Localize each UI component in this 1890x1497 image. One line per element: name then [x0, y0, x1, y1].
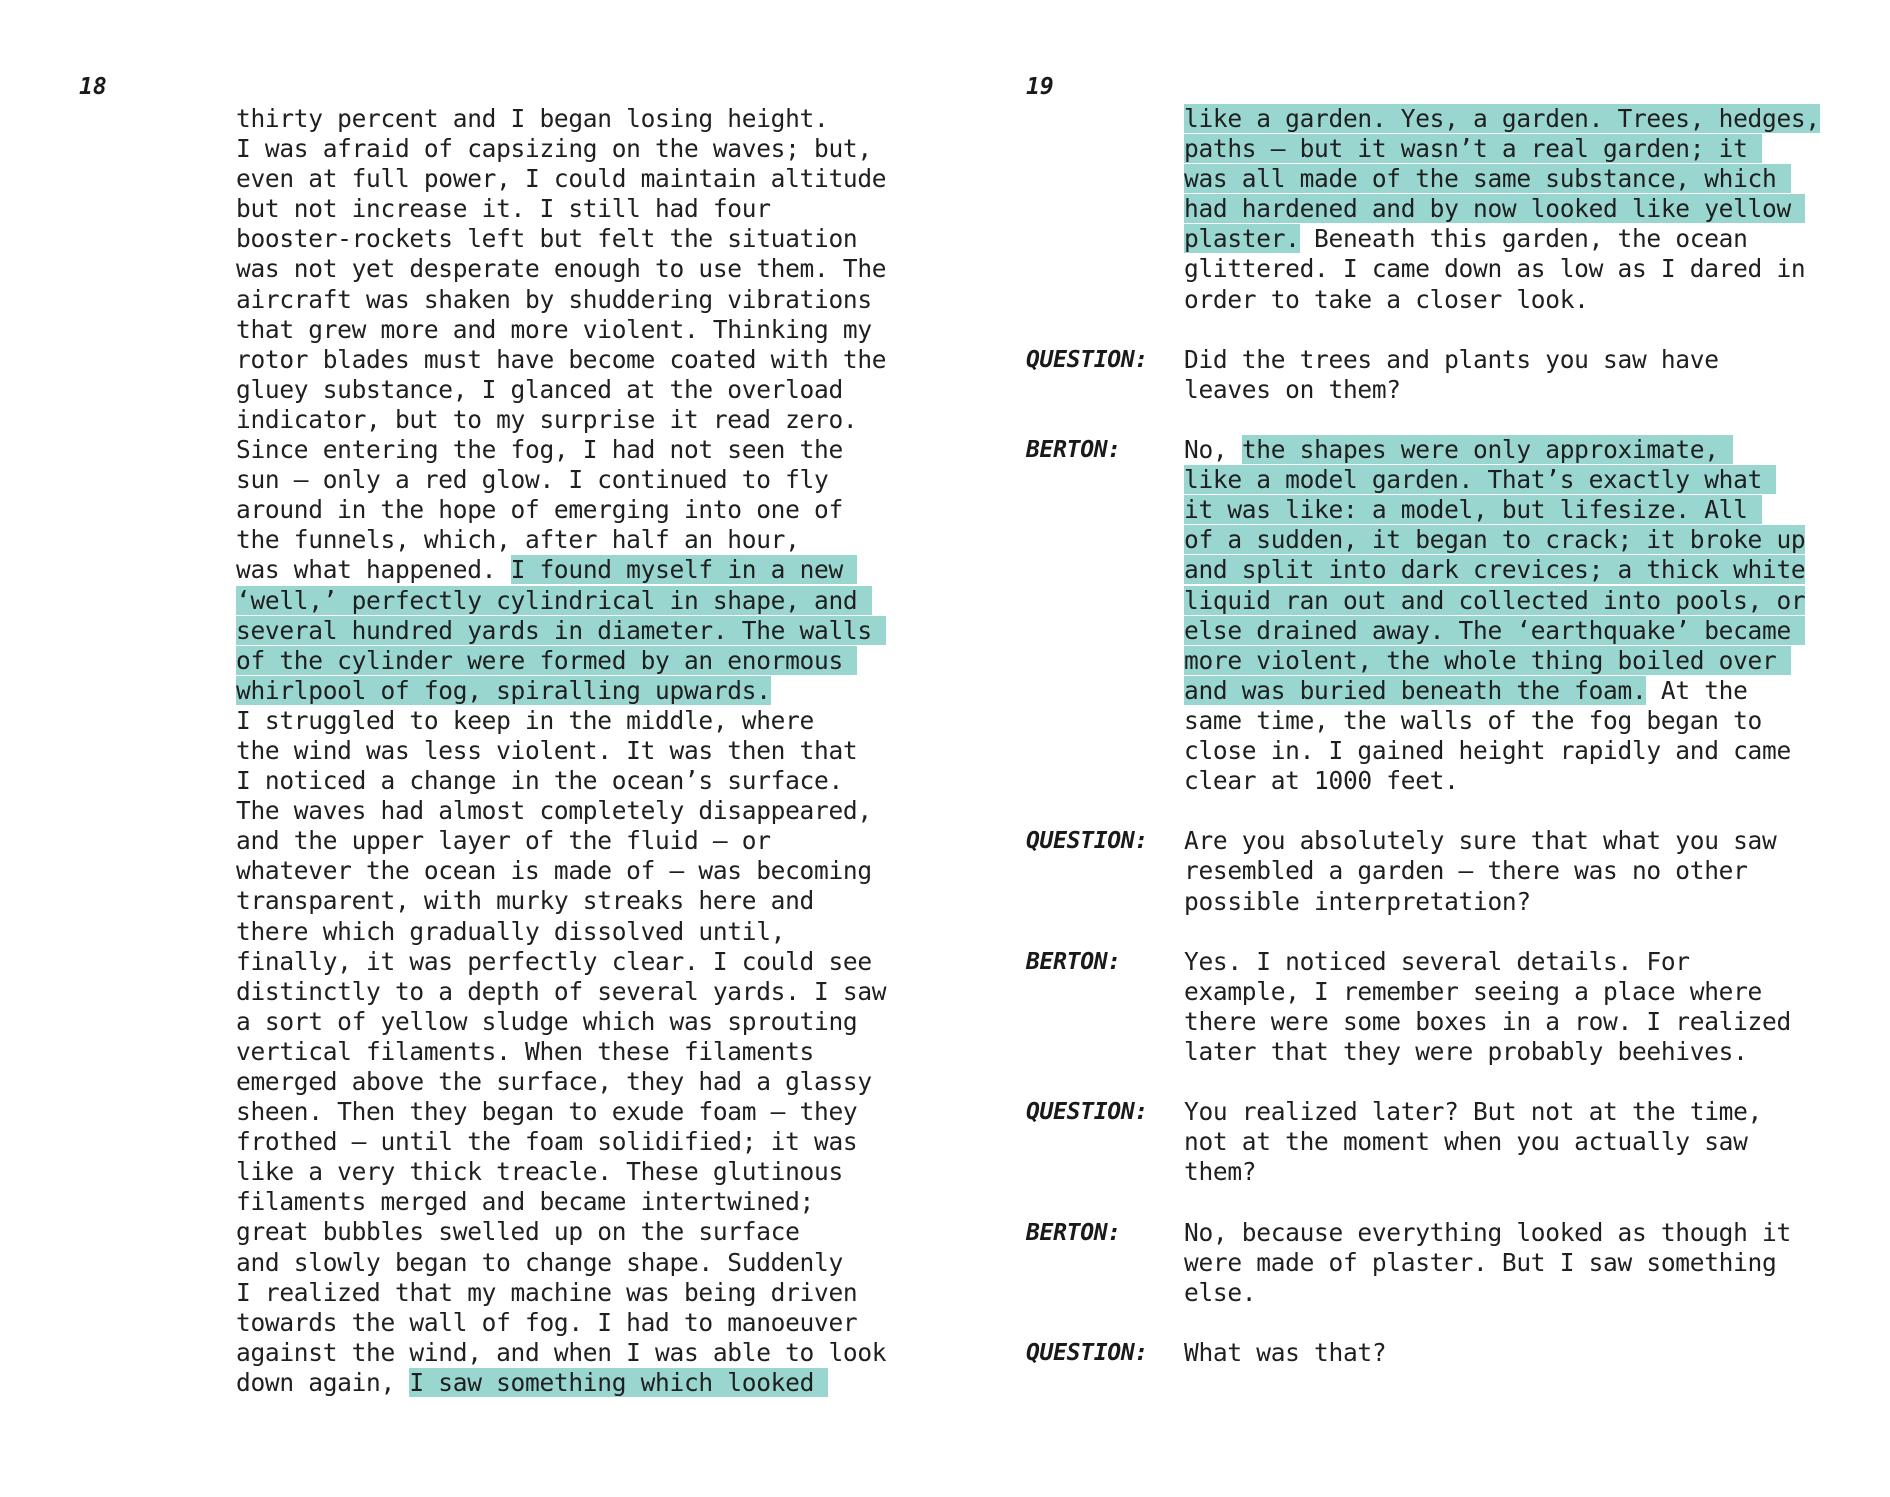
text-line	[1184, 134, 1820, 164]
text-span: indicator, but to my surprise it read zero.	[236, 404, 858, 434]
text-line	[1184, 766, 1805, 796]
text-line	[1184, 1127, 1762, 1157]
text-line	[1184, 887, 1776, 917]
text-line	[236, 586, 886, 616]
text-span: I struggled to keep in the middle, where	[236, 705, 815, 735]
highlighted-text: ‘well,’ perfectly cylindrical in shape, and	[236, 585, 872, 615]
dialogue-text	[1184, 1097, 1762, 1187]
text-span: At the	[1646, 675, 1748, 705]
text-line	[1184, 555, 1805, 585]
text-line	[1184, 345, 1719, 375]
text-line	[236, 1127, 886, 1157]
text-line	[236, 435, 886, 465]
text-span: was not yet desperate enough to use them. The	[236, 254, 887, 284]
highlighted-text: was all made of the same substance, which	[1184, 164, 1791, 194]
highlighted-text: like a model garden. That’s exactly what	[1184, 465, 1777, 495]
text-line	[236, 405, 886, 435]
text-span: were made of plaster. But I saw something	[1184, 1247, 1777, 1277]
text-line	[236, 345, 886, 375]
speaker-label: QUESTION:	[1026, 346, 1148, 373]
highlighted-text: paths — but it wasn’t a real garden; it	[1184, 134, 1763, 164]
text-line	[236, 1157, 886, 1187]
text-line	[1184, 254, 1820, 284]
text-line	[236, 856, 886, 886]
dialogue-text	[1184, 947, 1791, 1067]
text-span: order to take a closer look.	[1184, 284, 1589, 314]
text-line	[236, 1278, 886, 1308]
text-line	[236, 1248, 886, 1278]
dialogue-text	[1184, 1218, 1791, 1308]
text-span: and the upper layer of the fluid — or	[236, 826, 771, 856]
text-span: and slowly began to change shape. Suddenly	[236, 1247, 843, 1277]
text-line	[236, 104, 886, 134]
text-span: against the wind, and when I was able to look	[236, 1337, 887, 1367]
text-span: leaves on them?	[1184, 374, 1401, 404]
text-span: close in. I gained height rapidly and came	[1184, 736, 1791, 766]
text-span: transparent, with murky streaks here and	[236, 886, 815, 916]
text-span: Did the trees and plants you saw have	[1184, 344, 1719, 374]
text-span: gluey substance, I glanced at the overload	[236, 374, 843, 404]
text-line	[1184, 224, 1820, 254]
text-span: vertical filaments. When these filaments	[236, 1036, 815, 1066]
text-span: even at full power, I could maintain altitude	[236, 164, 887, 194]
text-span: was what happened.	[236, 555, 511, 585]
highlighted-text: else drained away. The ‘earthquake’ became	[1184, 615, 1806, 645]
text-line	[236, 766, 886, 796]
text-line	[236, 164, 886, 194]
text-span: like a very thick treacle. These glutinous	[236, 1157, 843, 1187]
text-span: What was that?	[1184, 1338, 1387, 1368]
text-span: towards the wall of fog. I had to manoeuver	[236, 1307, 858, 1337]
text-line	[1184, 646, 1805, 676]
highlighted-text: I found myself in a new	[510, 555, 858, 585]
text-span: frothed — until the foam solidified; it was	[236, 1127, 858, 1157]
text-span: around in the hope of emerging into one of	[236, 495, 843, 525]
text-line	[236, 194, 886, 224]
text-line	[236, 525, 886, 555]
text-line	[1184, 435, 1805, 465]
highlighted-text: of a sudden, it began to crack; it broke up	[1184, 525, 1806, 555]
highlighted-text: had hardened and by now looked like yellow	[1184, 194, 1806, 224]
text-line	[1184, 1037, 1791, 1067]
text-line	[236, 616, 886, 646]
text-span: the wind was less violent. It was then that	[236, 735, 858, 765]
text-line	[1184, 465, 1805, 495]
text-span: No,	[1184, 435, 1242, 465]
text-span: emerged above the surface, they had a glassy	[236, 1067, 872, 1096]
text-line	[1184, 375, 1719, 405]
text-span: resembled a garden — there was no other	[1184, 856, 1748, 886]
text-line	[1184, 1007, 1791, 1037]
text-line	[236, 495, 886, 525]
text-span: sheen. Then they began to exude foam — they	[236, 1097, 858, 1127]
highlighted-text: like a garden. Yes, a garden. Trees, hedges,	[1184, 104, 1820, 133]
text-line	[236, 977, 886, 1007]
text-line	[1184, 104, 1820, 134]
text-line	[236, 254, 886, 284]
text-line	[1184, 1338, 1386, 1368]
text-span: No, because everything looked as though it	[1184, 1217, 1791, 1247]
text-line	[1184, 1248, 1791, 1278]
text-line	[1184, 1157, 1762, 1187]
page-number-left: 18	[79, 74, 107, 100]
text-line	[236, 1338, 886, 1368]
speaker-label: BERTON:	[1026, 1219, 1121, 1246]
text-line	[236, 646, 886, 676]
highlighted-text: and was buried beneath the foam.	[1184, 675, 1647, 705]
text-line	[1184, 1218, 1791, 1248]
text-span: sun — only a red glow. I continued to fly	[236, 465, 829, 495]
text-line	[236, 1097, 886, 1127]
text-span: there which gradually dissolved until,	[236, 916, 786, 946]
text-line	[1184, 676, 1805, 706]
text-span: filaments merged and became intertwined;	[236, 1187, 815, 1217]
text-line	[236, 315, 886, 345]
text-line	[236, 465, 886, 495]
dialogue-text	[1184, 1338, 1386, 1368]
text-span: rotor blades must have become coated with the	[236, 344, 887, 374]
text-line	[236, 134, 886, 164]
text-line	[1184, 977, 1791, 1007]
highlighted-text: whirlpool of fog, spiralling upwards.	[236, 675, 771, 705]
text-span: later that they were probably beehives.	[1184, 1037, 1748, 1067]
text-span: I realized that my machine was being driven	[236, 1277, 858, 1307]
text-span: thirty percent and I began losing height.	[236, 104, 829, 133]
text-span: clear at 1000 feet.	[1184, 766, 1459, 796]
text-line	[236, 1308, 886, 1338]
text-span: I noticed a change in the ocean’s surface.	[236, 766, 843, 796]
text-span: the funnels, which, after half an hour,	[236, 525, 800, 555]
text-line	[236, 917, 886, 947]
text-line	[1184, 586, 1805, 616]
text-span: You realized later? But not at the time,	[1184, 1097, 1763, 1127]
text-line	[236, 1187, 886, 1217]
text-span: great bubbles swelled up on the surface	[236, 1217, 800, 1247]
text-line	[1184, 495, 1805, 525]
text-line	[1184, 1278, 1791, 1308]
dialogue-text	[1184, 345, 1719, 405]
text-span: that grew more and more violent. Thinking my	[236, 314, 872, 344]
text-span: example, I remember seeing a place where	[1184, 976, 1763, 1006]
text-line	[1184, 285, 1820, 315]
speaker-label: BERTON:	[1026, 948, 1121, 975]
text-line	[236, 1217, 886, 1247]
text-span: a sort of yellow sludge which was sprouting	[236, 1006, 858, 1036]
continued-text	[1184, 104, 1820, 315]
highlighted-text: the shapes were only approximate,	[1241, 435, 1734, 465]
text-span: distinctly to a depth of several yards. I saw	[236, 976, 887, 1006]
text-line	[1184, 736, 1805, 766]
page-number-right: 19	[1026, 74, 1054, 100]
text-line	[236, 676, 886, 706]
text-line	[236, 826, 886, 856]
highlighted-text: I saw something which looked	[409, 1367, 829, 1397]
text-span: not at the moment when you actually saw	[1184, 1127, 1748, 1157]
text-line	[236, 1067, 886, 1097]
highlighted-text: liquid ran out and collected into pools, or	[1184, 585, 1806, 615]
highlighted-text: and split into dark crevices; a thick white	[1184, 555, 1806, 585]
highlighted-text: it was like: a model, but lifesize. All	[1184, 495, 1763, 525]
text-line	[236, 555, 886, 585]
text-line	[1184, 947, 1791, 977]
text-span: same time, the walls of the fog began to	[1184, 705, 1763, 735]
text-line	[236, 1007, 886, 1037]
text-span: down again,	[236, 1367, 410, 1397]
text-span: else.	[1184, 1277, 1257, 1307]
dialogue-text	[1184, 826, 1776, 916]
text-line	[236, 375, 886, 405]
highlighted-text: of the cylinder were formed by an enormous	[236, 645, 858, 675]
text-span: whatever the ocean is made of — was becoming	[236, 856, 872, 886]
text-span: them?	[1184, 1157, 1257, 1187]
text-line	[1184, 856, 1776, 886]
highlighted-text: plaster.	[1184, 224, 1300, 254]
text-line	[236, 736, 886, 766]
text-line	[1184, 525, 1805, 555]
text-line	[236, 886, 886, 916]
text-line	[236, 285, 886, 315]
left-page-body	[236, 104, 886, 1398]
highlighted-text: more violent, the whole thing boiled over	[1184, 645, 1791, 675]
text-line	[236, 1037, 886, 1067]
speaker-label: QUESTION:	[1026, 1340, 1148, 1367]
text-span: aircraft was shaken by shuddering vibrations	[236, 284, 872, 314]
text-span: but not increase it. I still had four	[236, 194, 771, 224]
highlighted-text: several hundred yards in diameter. The walls	[236, 615, 887, 645]
text-span: finally, it was perfectly clear. I could see	[236, 946, 872, 976]
text-line	[236, 796, 886, 826]
text-span: Yes. I noticed several details. For	[1184, 946, 1690, 976]
dialogue-text	[1184, 435, 1805, 796]
text-span: Beneath this garden, the ocean	[1299, 224, 1748, 254]
text-span: glittered. I came down as low as I dared in	[1184, 254, 1806, 284]
text-span: Since entering the fog, I had not seen the	[236, 435, 843, 465]
speaker-label: QUESTION:	[1026, 828, 1148, 855]
text-span: The waves had almost completely disappeared,	[236, 796, 872, 826]
text-line	[1184, 1097, 1762, 1127]
text-line	[1184, 164, 1820, 194]
text-span: I was afraid of capsizing on the waves; but,	[236, 134, 872, 164]
text-line	[1184, 616, 1805, 646]
text-span: possible interpretation?	[1184, 886, 1531, 916]
speaker-label: QUESTION:	[1026, 1099, 1148, 1126]
speaker-label: BERTON:	[1026, 437, 1121, 464]
text-line	[1184, 826, 1776, 856]
text-line	[1184, 194, 1820, 224]
text-span: Are you absolutely sure that what you saw	[1184, 826, 1777, 856]
text-span: booster-rockets left but felt the situation	[236, 224, 858, 254]
text-line	[236, 224, 886, 254]
text-line	[236, 1368, 886, 1398]
text-line	[236, 706, 886, 736]
text-span: there were some boxes in a row. I realized	[1184, 1006, 1791, 1036]
text-line	[1184, 706, 1805, 736]
text-line	[236, 947, 886, 977]
